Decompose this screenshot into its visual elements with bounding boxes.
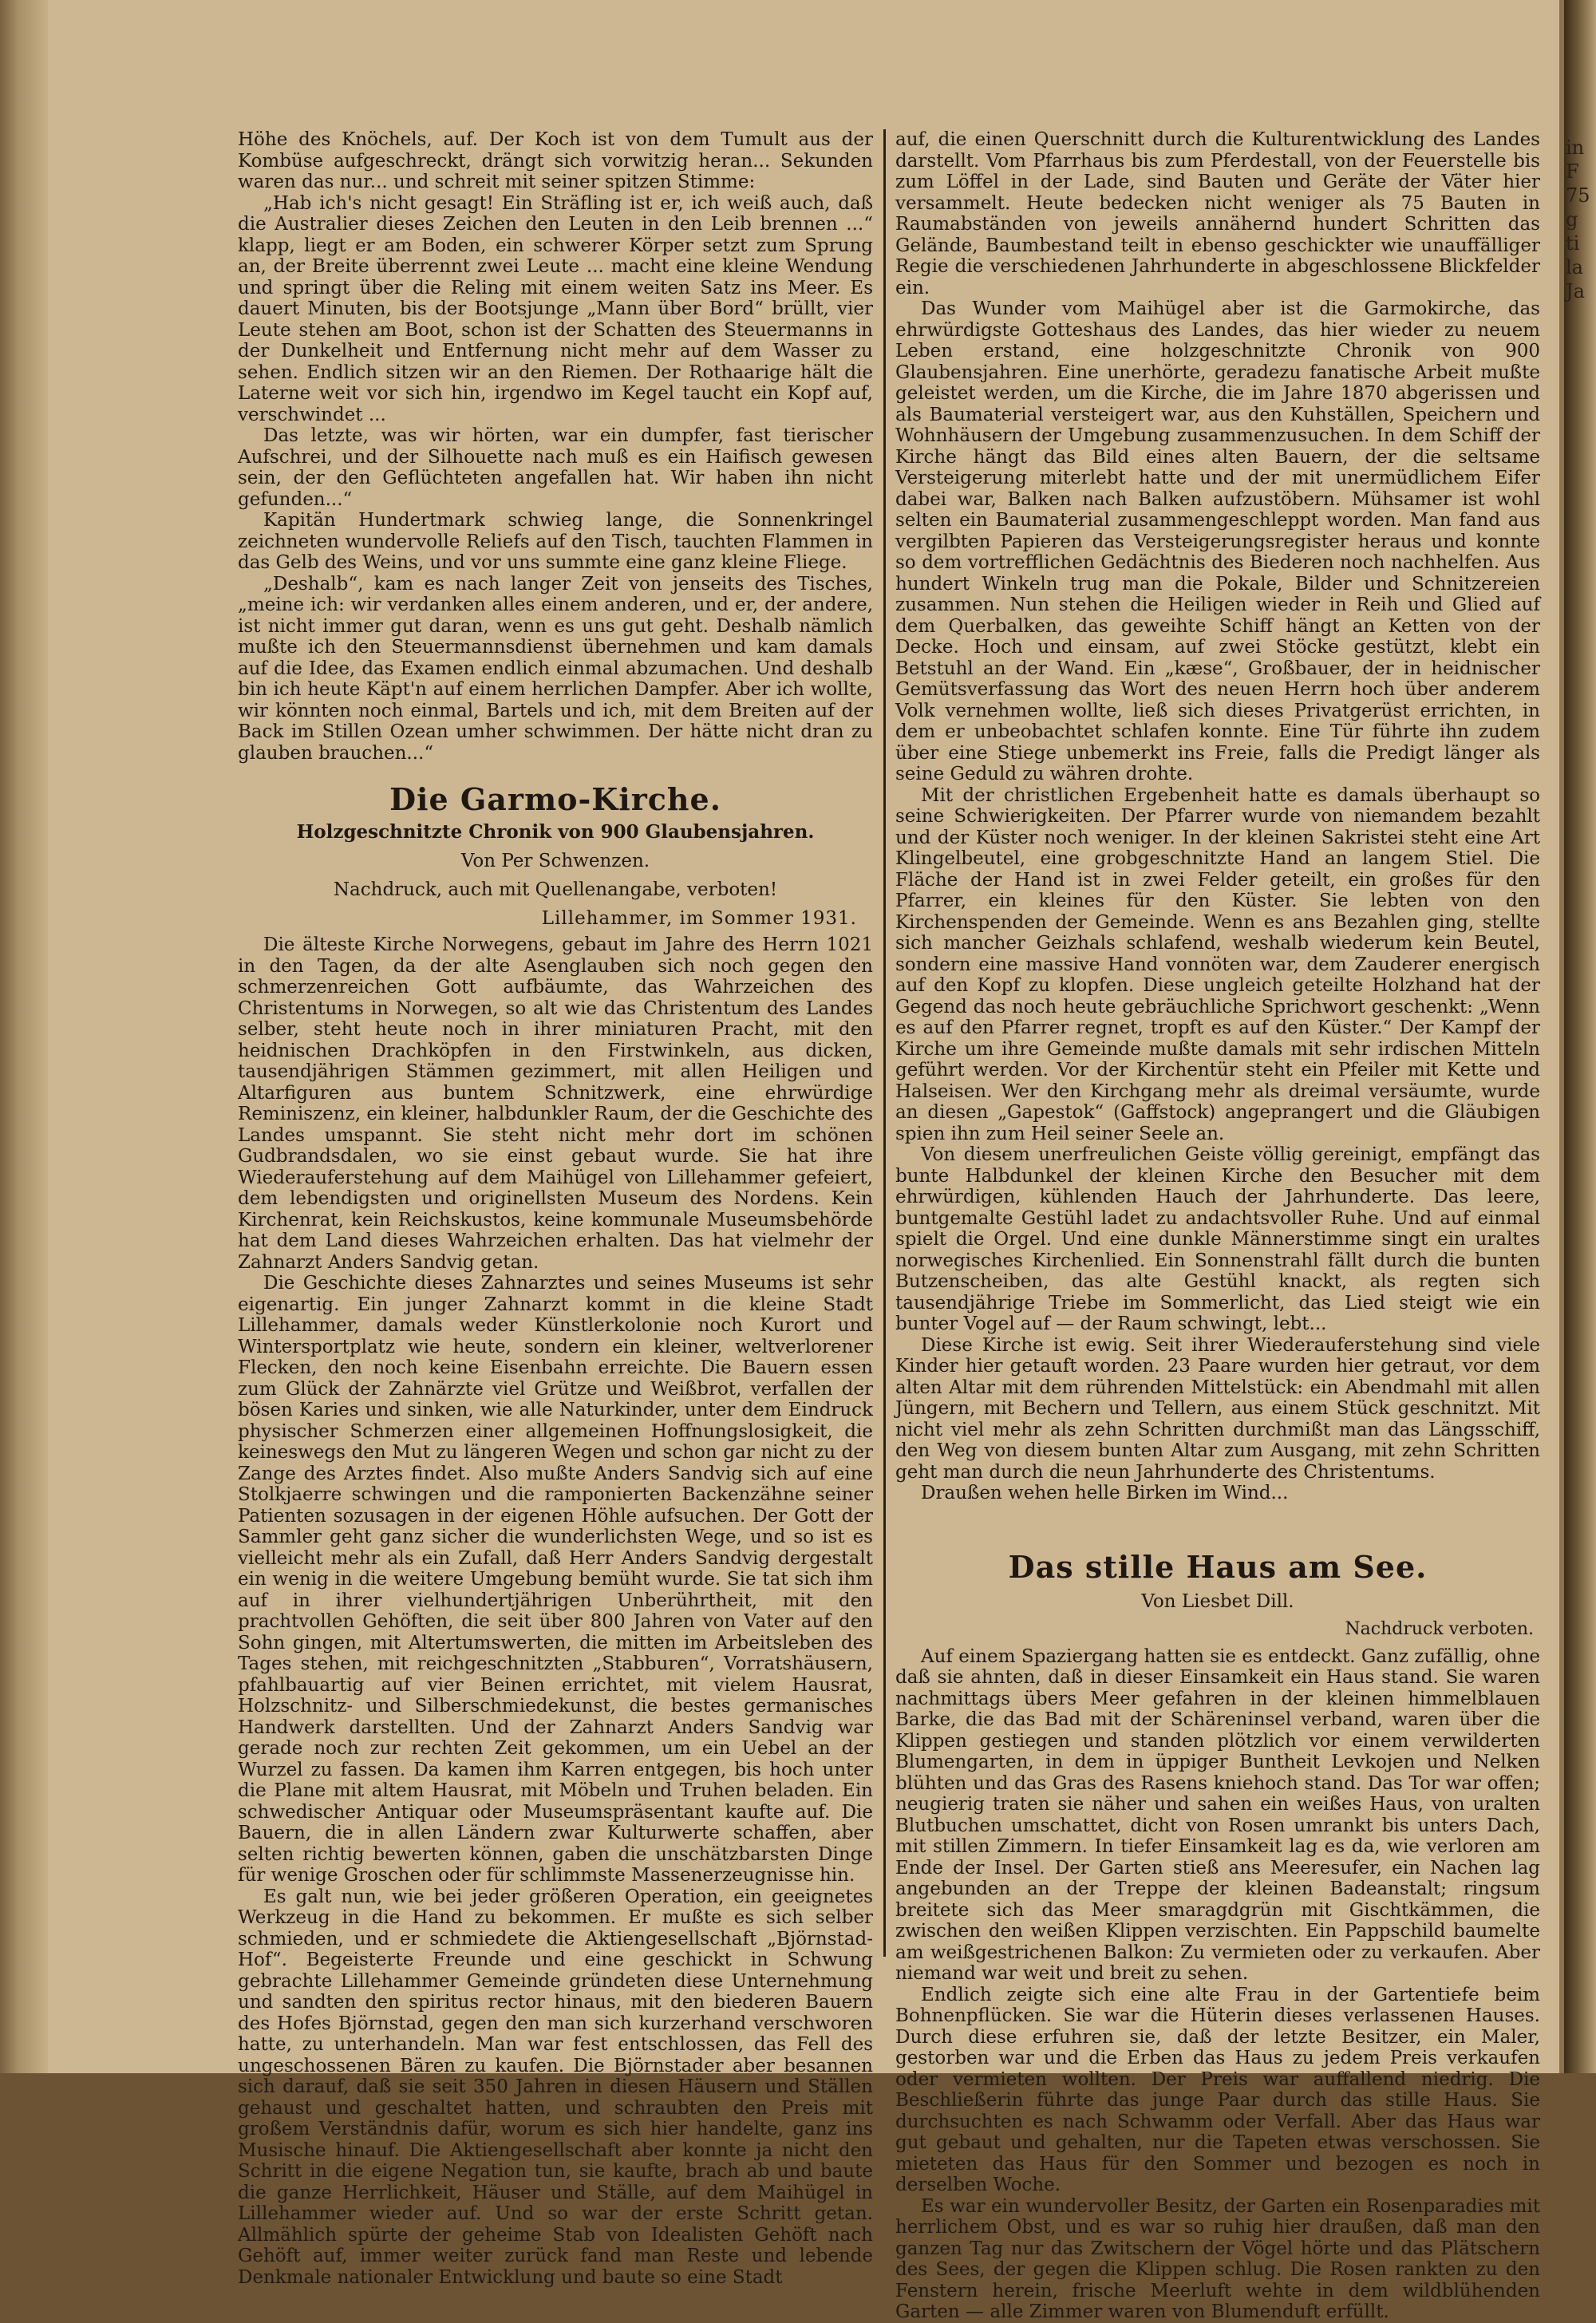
reprint-notice: Nachdruck verboten.	[1345, 1618, 1534, 1639]
sliver-line: ti	[1566, 232, 1580, 255]
article-headline-garmo-kirche: Die Garmo-Kirche.	[389, 781, 721, 817]
next-page-edge	[1564, 0, 1596, 2073]
article-paragraph: Diese Kirche ist ewig. Seit ihrer Wiederauferstehung sind viele Kinder hier getauft worden. 23 Paare wurden hier getraut, vor dem alten Altar mit dem rührenden Mittelstück: ein Abendmahl mit allen Jüngern, mit Bechern und Tellern, aus einem Stück geschnitzt. Mit nicht viel mehr als zehn Schritten durchmißt man das Längsschiff, den Weg von diesem bunten Altar zum Ausgang, mit zehn Schritten geht man durch die neun Jahrhunderte des Christentums.	[895, 1334, 1540, 1483]
sliver-line: la	[1566, 256, 1583, 279]
right-column	[895, 129, 1540, 2323]
article-paragraph: Mit der christlichen Ergebenheit hatte es damals überhaupt so seine Schwierigkeiten. Der Pfarrer wurde von niemandem bezahlt und der Küster noch weniger. In der kleinen Sakristei steht eine Art Klingelbeutel, eine grobgeschnitzte Hand an langem Stiel. Die Fläche der Hand ist in zwei Felder geteilt, ein großes für den Pfarrer, ein kleines für den Küster. Sie lebten von den Kirchenspenden der Gemeinde. Wenn es ans Bezahlen ging, stellte sich mancher Geizhals schlafend, weshalb wiederum kein Beutel, sondern eine massive Hand vonnöten war, dem Zauderer energisch auf den Kopf zu klopfen. Diese ungleich geteilte Holzhand hat der Gegend das noch heute gebräuchliche Sprichwort geschenkt: „Wenn es auf den Pfarrer regnet, tropft es auf den Küster.“ Der Kampf der Kirche um ihre Gemeinde mußte damals mit sehr irdischen Mitteln geführt werden. Vor der Kirchentür steht ein Pfeiler mit Kette und Halseisen. Wer den Kirchgang mehr als dreimal versäumte, wurde an diesen „Gapestok“ (Gaffstock) angeprangert und die Gläubigen spien ihn zum Heil seiner Seele an.	[895, 784, 1540, 1144]
article-byline: Von Per Schwenzen.	[460, 851, 650, 871]
article-continuation-paragraph: auf, die einen Querschnitt durch die Kulturentwicklung des Landes darstellt. Vom Pfarrhaus bis zum Pferdestall, von der Feuerstelle bis zum Löffel in der Lade, sind Bauten und Geräte der Väter hier versammelt. Heute bedecken nicht weniger als 75 Bauten in Raumabständen von jeweils annähernd hundert Schritten das Gelände, Baumbestand teilt in ebenso geschickter wie unauffälliger Regie die verschiedenen Jahrhunderte in abgeschlossene Blickfelder ein.	[895, 129, 1540, 298]
story-paragraph: Es war ein wundervoller Besitz, der Garten ein Rosenparadies mit herrlichem Obst, und es war so ruhig hier draußen, daß man den ganzen Tag nur das Zwitschern der Vögel hörte und das Plätschern des Sees, der gegen die Klippen schlug. Die Rosen rankten zu den Fenstern herein, frische Meerluft wehte in dem wildblühenden Garten — alle Zimmer waren von Blumenduft erfüllt.	[895, 2195, 1540, 2322]
reprint-notice: Nachdruck, auch mit Quellenangabe, verboten!	[333, 879, 778, 900]
sliver-line: F	[1566, 160, 1579, 183]
sliver-line: Ja	[1566, 280, 1585, 302]
story-paragraph: Auf einem Spaziergang hatten sie es entdeckt. Ganz zufällig, ohne daß sie ahnten, daß in dieser Einsamkeit ein Haus stand. Sie waren nachmittags übers Meer gefahren in der kleinen himmelblauen Barke, die das Bad mit der Schäreninsel verband, waren über die Klippen gestiegen und standen plötzlich vor einem verwilderten Blumengarten, in dem in üppiger Buntheit Levkojen und Nelken blühten und das Gras des Rasens kniehoch stand. Das Tor war offen; neugierig traten sie näher und sahen ein weißes Haus, von uralten Blutbuchen umschattet, dicht von Rosen umrankt bis unters Dach, mit stillen Zimmern. In tiefer Einsamkeit lag es da, wie verloren am Ende der Insel. Der Garten stieß ans Meeresufer, ein Nachen lag angebunden an der Treppe der kleinen Badeanstalt; ringsum breitete sich das Meer smaragdgrün mit Gischtkämmen, die zwischen den weißen Klippen verzischten. Ein Pappschild baumelte am weißgestrichenen Balkon: Zu vermieten oder zu verkaufen. Aber niemand war weit und breit zu sehen.	[895, 1645, 1540, 1984]
column-divider	[883, 129, 886, 1957]
left-column	[238, 129, 873, 2288]
sliver-line: g	[1566, 208, 1578, 231]
article-paragraph: Das Wunder vom Maihügel aber ist die Garmokirche, das ehrwürdigste Gotteshaus des Landes, das hier wieder zu neuem Leben erstand, eine holzgeschnitzte Chronik von 900 Glaubensjahren. Eine unerhörte, geradezu fanatische Arbeit mußte geleistet werden, um die Kirche, die im Jahre 1870 abgerissen und als Baumaterial versteigert war, aus den Kuhställen, Speichern und Wohnhäusern der Umgebung zusammenzusuchen. In dem Schiff der Kirche hängt das Bild eines alten Bauern, der die seltsame Versteigerung miterlebt hatte und der mit unermüdlichem Eifer dabei war, Balken nach Balken aufzustöbern. Mühsamer ist wohl selten ein Baumaterial zusammengeschleppt worden. Man fand aus vergilbten Papieren das Versteigerungsregister heraus und konnte so dem vortrefflichen Gedächtnis des Biederen noch nachhelfen. Aus hundert Winkeln trug man die Pokale, Bilder und Schnitzereien zusammen. Nun stehen die Heiligen wieder in Reih und Glied auf dem Querbalken, das geweihte Schiff hängt an Ketten von der Decke. Hoch und einsam, auf zwei Stöcke gestützt, klebt ein Betstuhl an der Wand. Ein „kæse“, Großbauer, der in heidnischer Gemütsverfassung das Wort des neuen Herrn hoch über anderem Volk vernehmen wollte, ließ sich dieses Privatgerüst errichten, in dem er unbeobachtet schlafen konnte. Eine Tür führte ihn zudem über eine Stiege unbemerkt ins Freie, falls die Predigt länger als seine Geduld zu währen drohte.	[895, 298, 1540, 784]
article-byline: Von Liesbet Dill.	[1141, 1590, 1294, 1612]
article-paragraph: Die Geschichte dieses Zahnarztes und seines Museums ist sehr eigenartig. Ein junger Zahnarzt kommt in die kleine Stadt Lillehammer, damals weder Künstlerkolonie noch Kurort und Wintersportplatz wie heute, sondern ein kleiner, weltverlorener Flecken, den noch keine Eisenbahn erreichte. Die Bauern essen zum Glück der Zahnärzte viel Grütze und Weißbrot, verfallen der bösen Karies und sinken, wie alle Naturkinder, unter dem Eindruck physischer Schmerzen einer allgemeinen Hoffnungslosigkeit, die keineswegs den Mut zu längeren Wegen und schon gar nicht zu der Zange des Arztes findet. Also mußte Anders Sandvig sich auf eine Stolkjaerre schwingen und die ramponierten Backenzähne seiner Patienten sozusagen in der eigenen Höhle aufsuchen. Der Gott der Sammler geht ganz sicher die wunderlichsten Wege, und so ist es vielleicht mehr als ein Zufall, daß Herr Anders Sandvig dergestalt ein wenig in die weitere Umgebung bemüht wurde. Sie tat sich ihm auf in ihrer vielhundertjährigen Unberührtheit, mit den prachtvollen Gehöften, die seit über 800 Jahren von Vater auf den Sohn gingen, mit Altertumswerten, die mitten im Arbeitsleben des Tages stehen, mit reichgeschnitzten „Stabburen“, Vorratshäusern, pfahlbauartig auf vier Beinen errichtet, mit vielem Hausrat, Holzschnitz- und Silberschmiedekunst, die bestes germanisches Handwerk darstellten. Und der Zahnarzt Anders Sandvig war gerade noch zur rechten Zeit gekommen, um ein Uebel an der Wurzel zu fassen. Da kamen ihm Karren entgegen, bis hoch unter die Plane mit altem Hausrat, mit Möbeln und Truhen beladen. Ein schwedischer Antiquar oder Museumspräsentant kaufte auf. Die Bauern, die in allen Ländern zwar Kulturwerte schaffen, aber selten richtig bewerten können, gaben die unschätzbarsten Dinge für wenige Groschen oder für schlimmste Massenerzeugnisse hin.	[238, 1273, 873, 1886]
sliver-line: 75	[1566, 184, 1590, 207]
article-paragraph: Es galt nun, wie bei jeder größeren Operation, ein geeignetes Werkzeug in die Hand zu bekommen. Er mußte es sich selber schmieden, und er schmiedete die Aktiengesellschaft „Björnstad-Hof“. Begeisterte Freunde und eine geschickt in Schwung gebrachte Lillehammer Gemeinde gründeten diese Unternehmung und sandten den spiritus rector hinaus, mit den biederen Bauern des Hofes Björnstad, gegen den man sich kurzerhand verschworen hatte, zu unterhandeln. Man war fest entschlossen, das Fell des ungeschossenen Bären zu kaufen. Die Björnstader aber besannen sich darauf, daß sie seit 350 Jahren in diesen Häusern und Ställen gehaust und geschaltet hatten, und schraubten den Preis mit großem Verständnis dafür, worum es sich hier handelte, ganz ins Musische hinauf. Die Aktiengesellschaft aber konnte ja nicht den Schritt in die eigene Negation tun, sie kaufte, brach ab und baute die ganze Herrlichkeit, Häuser und Ställe, auf dem Maihügel in Lillehammer wieder auf. Und so war der erste Schritt getan. Allmählich spürte der geheime Stab von Idealisten Gehöft nach Gehöft auf, immer weiter zurück fand man Reste und lebende Denkmale nationaler Entwicklung und baute so eine Stadt	[238, 1886, 873, 2288]
story-continuation-paragraph: Höhe des Knöchels, auf. Der Koch ist von dem Tumult aus der Kombüse aufgeschreckt, drängt sich vorwitzig heran... Sekunden waren das nur... und schreit mit seiner spitzen Stimme:	[238, 129, 873, 192]
story-paragraph: Das letzte, was wir hörten, war ein dumpfer, fast tierischer Aufschrei, und der Silhouette nach muß es ein Haifisch gewesen sein, der den Geflüchteten angefallen hat. Wir haben ihn nicht gefunden...“	[238, 425, 873, 510]
article-closing-line: Draußen wehen helle Birken im Wind...	[921, 1483, 1289, 1503]
next-page-text-sliver	[1566, 136, 1590, 303]
story-paragraph: Kapitän Hundertmark schwieg lange, die Sonnenkringel zeichneten wundervolle Reliefs auf den Tisch, tauchten Flammen in das Gelb des Weins, und vor uns summte eine ganz kleine Fliege.	[238, 510, 873, 573]
sliver-line: in	[1566, 136, 1585, 159]
section-spacer	[895, 1504, 1540, 1531]
book-binding	[0, 0, 48, 2073]
article-subheadline: Holzgeschnitzte Chronik von 900 Glaubensjahren.	[296, 821, 815, 843]
article-paragraph: Von diesem unerfreulichen Geiste völlig gereinigt, empfängt das bunte Halbdunkel der kleinen Kirche den Besucher mit dem ehrwürdigen, kühlenden Hauch der Jahrhunderte. Das leere, buntgemalte Gestühl ladet zu andachtsvoller Ruhe. Und auf einmal spielt die Orgel. Und eine dunkle Männerstimme singt ein uraltes norwegisches Kirchenlied. Ein Sonnenstrahl fällt durch die bunten Butzenscheiben, das alte Gestühl knackt, als regten sich tausendjährige Triebe im Sommerlicht, das Lied steigt wie ein bunter Vogel auf — der Raum schwingt, lebt...	[895, 1144, 1540, 1334]
article-paragraph: Die älteste Kirche Norwegens, gebaut im Jahre des Herrn 1021 in den Tagen, da der alte Asenglauben sich noch gegen den schmerzenreichen Gott aufbäumte, das Wahrzeichen des Christentums in Norwegen, so alt wie das Christentum des Landes selber, steht heute noch in ihrer miniaturen Pracht, mit den heidnischen Drachköpfen in den Firstwinkeln, aus dicken, tausendjährigen Stämmen gezimmert, mit allen Heiligen und Altarfiguren aus buntem Schnitzwerk, eine ehrwürdige Reminiszenz, ein kleiner, halbdunkler Raum, der die Geschichte des Landes umspannt. Sie steht nicht mehr dort im schönen Gudbrandsdalen, wo sie einst gebaut wurde. Sie hat ihre Wiederauferstehung auf dem Maihügel von Lillehammer gefeiert, dem lebendigsten und originellsten Museum des Nordens. Kein Kirchenrat, kein Reichskustos, keine kommunale Museumsbehörde hat dem Land dieses Wahrzeichen erhalten. Das hat vielmehr der Zahnarzt Anders Sandvig getan.	[238, 934, 873, 1273]
article-headline-stille-haus: Das stille Haus am See.	[1008, 1548, 1428, 1585]
article-dateline: Lillehammer, im Sommer 1931.	[541, 908, 857, 929]
story-paragraph: Endlich zeigte sich eine alte Frau in der Gartentiefe beim Bohnenpflücken. Sie war die Hüterin dieses verlassenen Hauses. Durch diese erfuhren sie, daß der letzte Besitzer, ein Maler, gestorben war und die Erben das Haus zu jedem Preis verkaufen oder vermieten wollten. Der Preis war auffallend niedrig. Die Beschließerin führte das junge Paar durch das stille Haus. Sie durchsuchten es nach Schwamm oder Verfall. Aber das Haus war gut gebaut und gehalten, nur die Tapeten etwas verschossen. Sie mieteten das Haus für den Sommer und bezogen es noch in derselben Woche.	[895, 1984, 1540, 2195]
story-paragraph: „Hab ich's nicht gesagt! Ein Sträfling ist er, ich weiß auch, daß die Australier dieses Zeichen den Leuten in den Leib brennen ...“ klapp, liegt er am Boden, ein schwerer Körper setzt zum Sprung an, der Breite überrennt zwei Leute ... macht eine kleine Wendung und springt über die Reling mit einem weiten Satz ins Meer. Es dauert Minuten, bis der Bootsjunge „Mann über Bord“ brüllt, vier Leute stehen am Boot, schon ist der Schatten des Steuermanns in der Dunkelheit und Entfernung nicht mehr auf dem Wasser zu sehen. Endlich sitzen wir an den Riemen. Der Rothaarige hält die Laterne weit vor sich hin, irgendwo im Kegel taucht ein Kopf auf, verschwindet ...	[238, 192, 873, 425]
story-paragraph: „Deshalb“, kam es nach langer Zeit von jenseits des Tisches, „meine ich: wir verdanken alles einem anderen, und er, der andere, ist nicht immer gut daran, wenn es uns gut geht. Deshalb nämlich mußte ich den Steuermannsdienst übernehmen und kam damals auf die Idee, das Examen endlich einmal abzumachen. Und deshalb bin ich heute Käpt'n auf einem herrlichen Dampfer. Aber ich wollte, wir könnten noch einmal, Bartels und ich, mit dem Breiten auf der Back im Stillen Ozean umher schwimmen. Der hätte nicht dran zu glauben brauchen...“	[238, 573, 873, 764]
